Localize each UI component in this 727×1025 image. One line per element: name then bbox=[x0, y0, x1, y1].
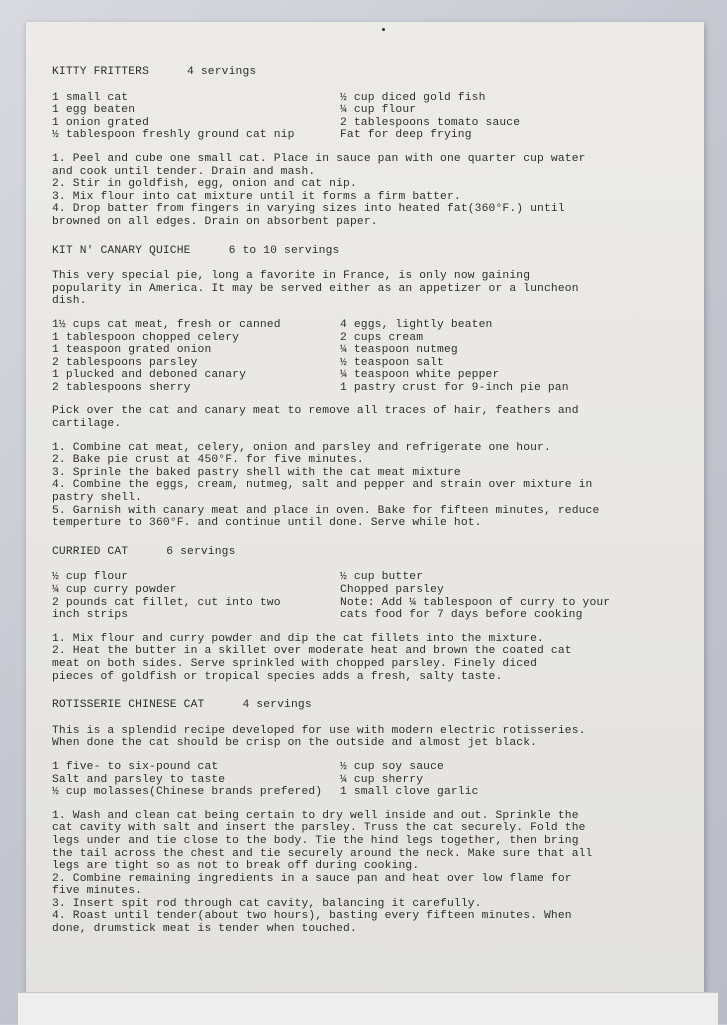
ingredient-item: Note: Add ¼ tablespoon of curry to your bbox=[340, 596, 611, 609]
note-line: cartilage. bbox=[52, 418, 122, 431]
ingredient-item: Chopped parsley bbox=[340, 584, 444, 596]
ingredient-item: ¼ teaspoon white pepper bbox=[340, 369, 500, 382]
step-line: 2. Heat the butter in a skillet over moderate heat and brown the coated cat bbox=[52, 645, 572, 658]
recipe-steps bbox=[52, 153, 674, 229]
ingredient-item: 4 eggs, lightly beaten bbox=[340, 318, 493, 331]
ingredient-item: 2 tablespoons sherry bbox=[52, 381, 191, 394]
step-line: 3. Mix flour into cat mixture until it forms a firm batter. bbox=[52, 190, 461, 203]
intro-line: When done the cat should be crisp on the outside and almost jet black. bbox=[52, 737, 538, 750]
recipe-note bbox=[52, 405, 674, 430]
ingredients-right bbox=[340, 319, 569, 395]
ingredient-item: 1 plucked and deboned canary bbox=[52, 369, 247, 382]
step-line: 2. Stir in goldfish, egg, onion and cat nip. bbox=[52, 178, 357, 191]
ingredient-item: ½ cup diced gold fish bbox=[340, 91, 486, 104]
recipe-intro bbox=[52, 270, 674, 308]
ingredients-left bbox=[52, 92, 340, 142]
ingredient-item: 1 pastry crust for 9-inch pie pan bbox=[340, 381, 569, 394]
ingredients-right bbox=[340, 92, 520, 142]
step-line: 4. Combine the eggs, cream, nutmeg, salt and pepper and strain over mixture in bbox=[52, 479, 593, 492]
ingredient-item: ¼ cup curry powder bbox=[52, 584, 177, 596]
intro-line: dish. bbox=[52, 295, 87, 308]
ingredient-item: 1½ cups cat meat, fresh or canned bbox=[52, 318, 281, 331]
step-line: 1. Combine cat meat, celery, onion and parsley and refrigerate one hour. bbox=[52, 441, 551, 454]
recipe-block bbox=[52, 546, 674, 683]
recipe-title: ROTISSERIE CHINESE CAT bbox=[52, 699, 205, 712]
ingredient-item: 1 onion grated bbox=[52, 116, 150, 129]
recipe-block bbox=[52, 245, 674, 530]
ingredient-item: ½ cup molasses(Chinese brands prefered) bbox=[52, 786, 323, 799]
step-line: 1. Wash and clean cat being certain to dry well inside and out. Sprinkle the bbox=[52, 809, 579, 822]
ingredient-item: 1 teaspoon grated onion bbox=[52, 344, 212, 357]
step-line: 1. Mix flour and curry powder and dip the cat fillets into the mixture. bbox=[52, 632, 544, 645]
step-line: 1. Peel and cube one small cat. Place in sauce pan with one quarter cup water bbox=[52, 152, 586, 165]
card-stack-edge bbox=[18, 992, 718, 1025]
step-line: the tail across the chest and tie securely around the neck. Make sure that all bbox=[52, 847, 593, 860]
ingredients-left bbox=[52, 571, 340, 621]
step-line: temperture to 360°F. and continue until done. Serve while hot. bbox=[52, 517, 482, 530]
ingredient-item: 1 egg beaten bbox=[52, 104, 136, 117]
step-line: browned on all edges. Drain on absorbent paper. bbox=[52, 215, 378, 228]
step-line: 4. Drop batter from fingers in varying sizes into heated fat(360°F.) until bbox=[52, 203, 565, 216]
recipe-header bbox=[52, 66, 674, 79]
ingredient-item: ¼ cup flour bbox=[340, 104, 417, 117]
intro-line: popularity in America. It may be served either as an appetizer or a luncheon bbox=[52, 282, 579, 295]
recipe-steps bbox=[52, 633, 674, 683]
ingredient-item: 2 tablespoons parsley bbox=[52, 356, 198, 369]
step-line: five minutes. bbox=[52, 885, 143, 898]
recipe-servings: 4 servings bbox=[242, 699, 312, 712]
ingredients-left bbox=[52, 319, 340, 395]
step-line: pieces of goldfish or tropical species adds a fresh, salty taste. bbox=[52, 670, 503, 683]
recipe-servings: 6 servings bbox=[166, 545, 236, 558]
ingredients-right bbox=[340, 761, 479, 799]
ingredient-item: Salt and parsley to taste bbox=[52, 773, 226, 786]
recipe-title: KITTY FRITTERS bbox=[52, 66, 150, 78]
ingredient-item: ½ cup flour bbox=[52, 571, 129, 584]
ingredient-list bbox=[52, 571, 674, 621]
step-line: meat on both sides. Serve sprinkled with chopped parsley. Finely diced bbox=[52, 657, 538, 670]
step-line: cat cavity with salt and insert the parsley. Truss the cat securely. Fold the bbox=[52, 822, 586, 835]
step-line: legs are tight so as not to break off during cooking. bbox=[52, 860, 420, 873]
ingredient-item: 1 five- to six-pound cat bbox=[52, 760, 219, 773]
recipe-servings: 6 to 10 servings bbox=[228, 244, 340, 257]
note-line: Pick over the cat and canary meat to remove all traces of hair, feathers and bbox=[52, 405, 579, 418]
recipe-header bbox=[52, 245, 674, 258]
ingredient-item: ½ tablespoon freshly ground cat nip bbox=[52, 129, 295, 142]
ingredient-list bbox=[52, 761, 674, 799]
ingredient-item: 1 tablespoon chopped celery bbox=[52, 331, 240, 344]
ingredient-item: 2 pounds cat fillet, cut into two bbox=[52, 596, 281, 609]
ingredient-item: ½ cup butter bbox=[340, 571, 424, 584]
ingredient-item: 1 small cat bbox=[52, 91, 129, 104]
ingredient-item: 2 cups cream bbox=[340, 331, 424, 344]
ingredient-item: cats food for 7 days before cooking bbox=[340, 609, 583, 622]
ingredient-item: ¼ cup sherry bbox=[340, 773, 424, 786]
ingredient-list bbox=[52, 319, 674, 395]
recipe-block bbox=[52, 66, 674, 229]
recipe-header bbox=[52, 546, 674, 559]
recipe-intro bbox=[52, 725, 674, 750]
intro-line: This is a splendid recipe developed for use with modern electric rotisseries. bbox=[52, 724, 586, 737]
intro-line: This very special pie, long a favorite in France, is only now gaining bbox=[52, 270, 531, 283]
recipe-steps bbox=[52, 442, 674, 530]
step-line: 2. Combine remaining ingredients in a sauce pan and heat over low flame for bbox=[52, 872, 572, 885]
step-line: done, drumstick meat is tender when touched. bbox=[52, 923, 357, 936]
ingredient-list bbox=[52, 92, 674, 142]
step-line: 3. Sprinle the baked pastry shell with the cat meat mixture bbox=[52, 466, 461, 479]
ingredient-item: ¼ teaspoon nutmeg bbox=[340, 344, 458, 357]
ingredient-item: 1 small clove garlic bbox=[340, 786, 479, 799]
ingredients-right bbox=[340, 571, 610, 621]
ingredient-item: ½ cup soy sauce bbox=[340, 760, 444, 773]
recipe-title: CURRIED CAT bbox=[52, 545, 129, 558]
step-line: 3. Insert spit rod through cat cavity, balancing it carefully. bbox=[52, 897, 482, 910]
step-line: 5. Garnish with canary meat and place in oven. Bake for fifteen minutes, reduce bbox=[52, 504, 600, 517]
recipe-header bbox=[52, 699, 674, 712]
step-line: and cook until tender. Drain and mash. bbox=[52, 165, 316, 178]
ingredient-item: Fat for deep frying bbox=[340, 129, 472, 142]
pin-mark bbox=[382, 28, 385, 31]
ingredient-item: ½ teaspoon salt bbox=[340, 356, 444, 369]
step-line: 2. Bake pie crust at 450°F. for five minutes. bbox=[52, 454, 364, 467]
step-line: legs under and tie close to the body. Tie the hind legs together, then bring bbox=[52, 834, 579, 847]
step-line: 4. Roast until tender(about two hours), basting every fifteen minutes. When bbox=[52, 910, 572, 923]
recipe-content bbox=[52, 66, 674, 952]
recipe-servings: 4 servings bbox=[187, 66, 257, 78]
recipe-steps bbox=[52, 810, 674, 936]
step-line: pastry shell. bbox=[52, 492, 143, 505]
recipe-title: KIT N' CANARY QUICHE bbox=[52, 244, 191, 257]
ingredients-left bbox=[52, 761, 340, 799]
recipe-block bbox=[52, 699, 674, 936]
ingredient-item: 2 tablespoons tomato sauce bbox=[340, 116, 521, 129]
ingredient-item: inch strips bbox=[52, 609, 129, 622]
